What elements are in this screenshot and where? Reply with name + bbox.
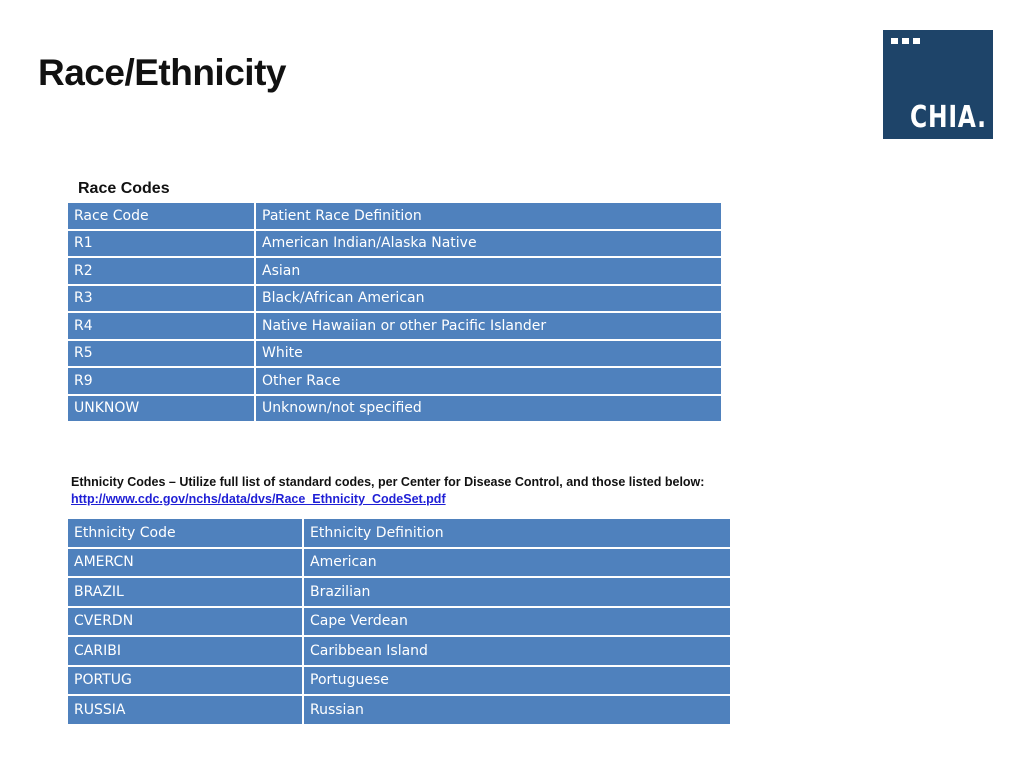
race-codes-table	[66, 201, 723, 423]
race-code-cell: R3	[67, 285, 255, 313]
race-definition-cell: White	[255, 340, 722, 368]
race-definition-header: Patient Race Definition	[255, 202, 722, 230]
table-row	[67, 548, 731, 578]
ethnicity-code-cell: PORTUG	[67, 666, 303, 696]
ethnicity-definition-cell: Brazilian	[303, 577, 731, 607]
table-row	[67, 607, 731, 637]
table-header-row	[67, 518, 731, 548]
page-title: Race/Ethnicity	[38, 52, 286, 93]
ethnicity-definition-cell: Cape Verdean	[303, 607, 731, 637]
ethnicity-code-cell: RUSSIA	[67, 695, 303, 725]
logo-dots-icon	[891, 38, 920, 44]
race-codes-label: Race Codes	[78, 180, 170, 197]
ethnicity-note-text: Ethnicity Codes – Utilize full list of standard codes, per Center for Disease Control, and those listed below:	[71, 475, 705, 489]
table-row	[67, 367, 722, 395]
table-row	[67, 312, 722, 340]
table-row	[67, 636, 731, 666]
table-row	[67, 285, 722, 313]
race-code-cell: R2	[67, 257, 255, 285]
cdc-codeset-link[interactable]: http://www.cdc.gov/nchs/data/dvs/Race_Ethnicity_CodeSet.pdf	[71, 492, 446, 506]
race-definition-cell: Black/African American	[255, 285, 722, 313]
race-definition-cell: Other Race	[255, 367, 722, 395]
ethnicity-code-cell: CARIBI	[67, 636, 303, 666]
race-code-cell: R4	[67, 312, 255, 340]
table-row	[67, 340, 722, 368]
race-code-cell: R1	[67, 230, 255, 258]
table-row	[67, 395, 722, 423]
race-code-header: Race Code	[67, 202, 255, 230]
race-definition-cell: American Indian/Alaska Native	[255, 230, 722, 258]
ethnicity-definition-header: Ethnicity Definition	[303, 518, 731, 548]
table-row	[67, 230, 722, 258]
race-code-cell: UNKNOW	[67, 395, 255, 423]
ethnicity-definition-cell: American	[303, 548, 731, 578]
ethnicity-definition-cell: Russian	[303, 695, 731, 725]
ethnicity-code-cell: CVERDN	[67, 607, 303, 637]
ethnicity-code-header: Ethnicity Code	[67, 518, 303, 548]
ethnicity-definition-cell: Caribbean Island	[303, 636, 731, 666]
race-code-cell: R5	[67, 340, 255, 368]
table-row	[67, 666, 731, 696]
table-row	[67, 577, 731, 607]
race-definition-cell: Asian	[255, 257, 722, 285]
ethnicity-code-cell: AMERCN	[67, 548, 303, 578]
ethnicity-code-cell: BRAZIL	[67, 577, 303, 607]
table-row	[67, 695, 731, 725]
race-definition-cell: Native Hawaiian or other Pacific Islander	[255, 312, 722, 340]
race-code-cell: R9	[67, 367, 255, 395]
ethnicity-definition-cell: Portuguese	[303, 666, 731, 696]
table-row	[67, 257, 722, 285]
ethnicity-note	[71, 475, 704, 506]
logo-text: CHIA.	[910, 100, 987, 135]
table-header-row	[67, 202, 722, 230]
race-definition-cell: Unknown/not specified	[255, 395, 722, 423]
chia-logo	[883, 30, 993, 139]
ethnicity-codes-table	[66, 517, 732, 726]
